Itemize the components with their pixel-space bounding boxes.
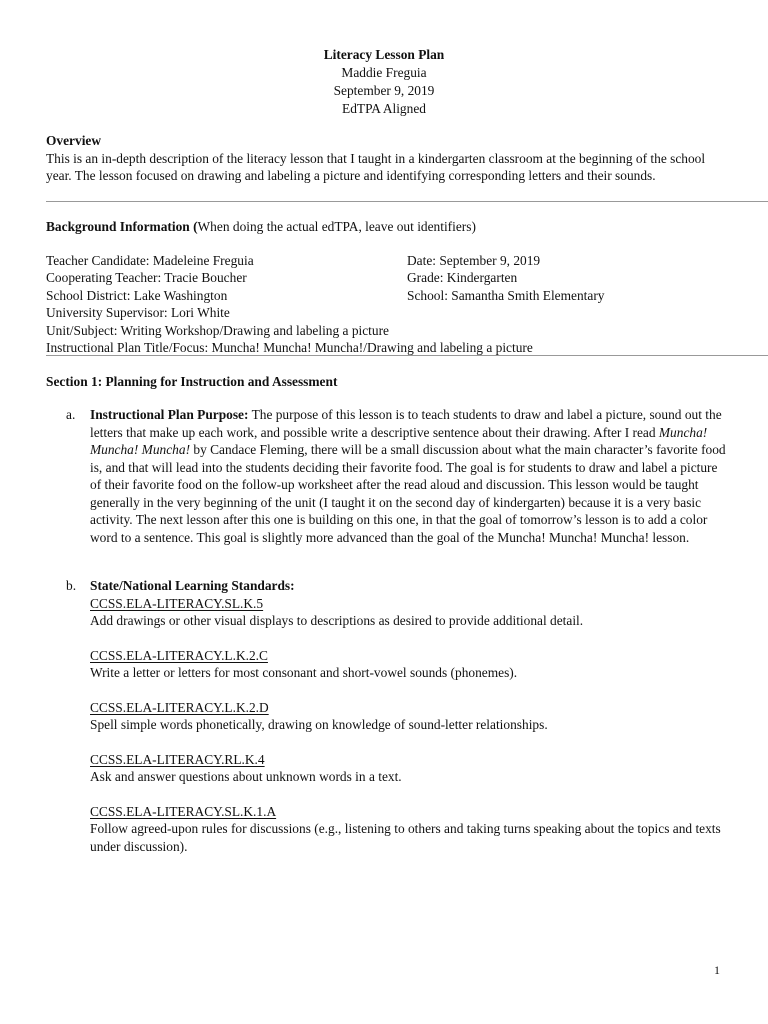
- lesson-date: Date: September 9, 2019: [407, 253, 541, 268]
- school-district: School District: Lake Washington: [46, 287, 228, 303]
- standard-link[interactable]: CCSS.ELA-LITERACY.SL.K.1.A: [90, 803, 277, 819]
- item-a-content: [90, 406, 726, 546]
- teacher-candidate: Teacher Candidate: Madeleine Freguia: [46, 253, 254, 268]
- standard-link[interactable]: CCSS.ELA-LITERACY.RL.K.4: [90, 751, 265, 767]
- background-row: [46, 269, 766, 286]
- background-note: When doing the actual edTPA, leave out identifiers): [197, 219, 476, 234]
- document-title: Literacy Lesson Plan: [323, 47, 445, 62]
- standard-description: Spell simple words phonetically, drawing on knowledge of sound-letter relationships.: [90, 717, 548, 732]
- school-name: School: Samantha Smith Elementary: [407, 287, 605, 303]
- background-heading: Background Information (: [46, 219, 198, 234]
- book-title: Muncha! Muncha! Muncha!: [90, 424, 708, 457]
- standard-entry: [90, 699, 726, 734]
- standard-link[interactable]: CCSS.ELA-LITERACY.L.K.2.D: [90, 699, 269, 715]
- standards-label: State/National Learning Standards:: [90, 578, 295, 593]
- grade: Grade: Kindergarten: [407, 270, 518, 286]
- divider-rule: [46, 201, 768, 202]
- standard-description: Write a letter or letters for most consonant and short-vowel sounds (phonemes).: [90, 665, 518, 680]
- purpose-label: Instructional Plan Purpose:: [90, 407, 249, 422]
- standard-entry: [90, 803, 726, 856]
- overview-heading: Overview: [46, 133, 102, 148]
- background-heading-line: [46, 218, 746, 236]
- university-supervisor: University Supervisor: Lori White: [46, 305, 230, 321]
- divider-rule: [46, 355, 768, 356]
- overview-section: [46, 132, 722, 185]
- background-row: [46, 322, 766, 339]
- background-row: [46, 252, 766, 269]
- background-row: [46, 304, 766, 321]
- item-b-marker: b.: [66, 578, 77, 593]
- page-number: 1: [714, 963, 720, 977]
- standard-link[interactable]: CCSS.ELA-LITERACY.L.K.2.C: [90, 647, 268, 663]
- cooperating-teacher: Cooperating Teacher: Tracie Boucher: [46, 270, 247, 286]
- background-row: [46, 287, 766, 304]
- document-header: [0, 46, 768, 118]
- standard-link[interactable]: CCSS.ELA-LITERACY.SL.K.5: [90, 595, 264, 611]
- document-date: September 9, 2019: [333, 83, 435, 98]
- purpose-text-1: The purpose of this lesson is to teach students to draw and label a picture, sound out the letters that make up each work, and possible write a descriptive sentence about their drawing. After I read: [90, 407, 722, 440]
- unit-subject: Unit/Subject: Writing Workshop/Drawing and labeling a picture: [46, 322, 390, 338]
- background-info-grid: [46, 252, 766, 356]
- standard-entry: [90, 595, 726, 630]
- standard-description: Ask and answer questions about unknown words in a text.: [90, 769, 402, 784]
- standard-description: Follow agreed-upon rules for discussions (e.g., listening to others and taking turns speaking about the topics and texts under discussion).: [90, 821, 721, 854]
- item-a-marker: a.: [66, 407, 76, 422]
- alignment-note: EdTPA Aligned: [342, 101, 426, 116]
- standard-entry: [90, 647, 726, 682]
- plan-title-focus: Instructional Plan Title/Focus: Muncha! Muncha! Muncha!/Drawing and labeling a picture: [46, 339, 533, 355]
- item-b-content: [90, 577, 726, 872]
- section-1-title: Section 1: Planning for Instruction and Assessment: [46, 374, 338, 389]
- author-name: Maddie Freguia: [341, 65, 427, 80]
- purpose-text-2: by Candace Fleming, there will be a small discussion about what the main character’s favorite food is, and that will lead into the students deciding their favorite food. The goal is for students to draw and label a picture of their favorite food on the follow-up worksheet after the read aloud and discussion. This lesson would be taught generally in the very beginning of the unit (I taught it on the second day of kindergarten) because it is a very basic activity. The next lesson after this one is building on this one, in that the goal of tomorrow’s lesson is to add a color word to a sentence. This goal is slightly more advanced than the goal of the Muncha! Muncha! Muncha! lesson.: [90, 442, 726, 545]
- background-row: [46, 339, 766, 356]
- overview-text: This is an in-depth description of the literacy lesson that I taught in a kindergarten classroom at the beginning of the school year. The lesson focused on drawing and labeling a picture and identifying corresponding letters and their sounds.: [46, 150, 706, 183]
- standard-entry: [90, 751, 726, 786]
- standard-description: Add drawings or other visual displays to descriptions as desired to provide additional detail.: [90, 613, 584, 628]
